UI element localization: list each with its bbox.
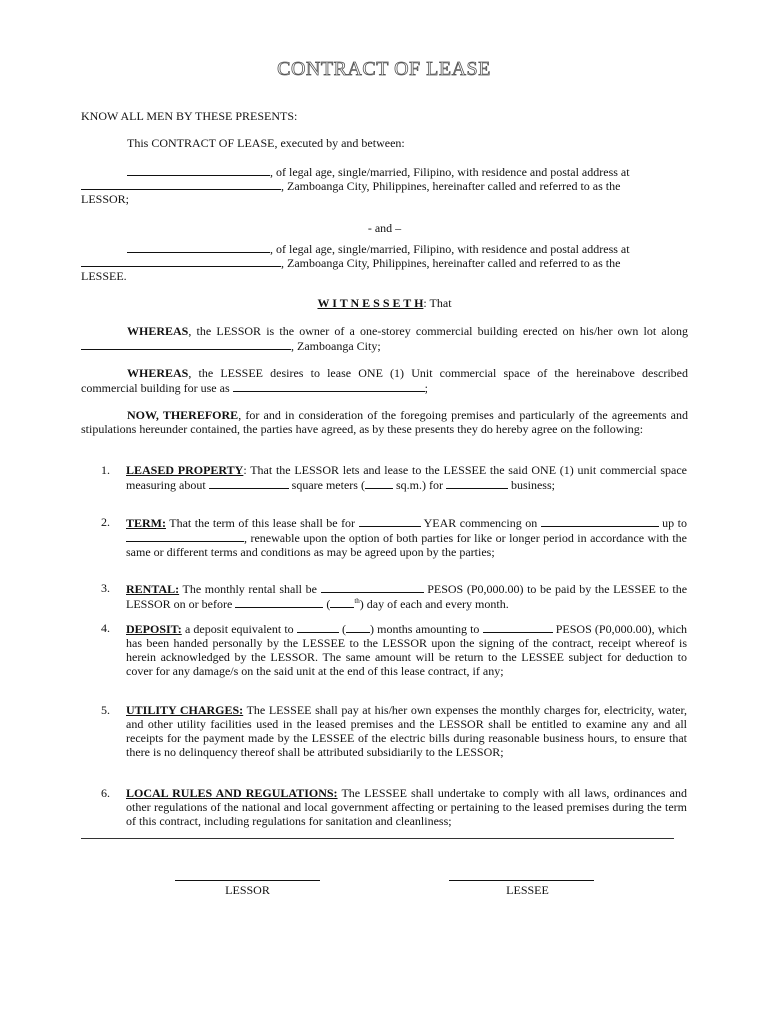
whereas-1-text-end: , Zamboanga City; xyxy=(291,339,381,353)
lessee-party-paragraph xyxy=(81,241,688,256)
due-day-number-blank[interactable] xyxy=(330,596,354,608)
item-3-rental xyxy=(126,581,687,611)
deposit-amount-blank[interactable] xyxy=(483,621,553,633)
lessee-name-blank[interactable] xyxy=(127,241,270,253)
years-blank[interactable] xyxy=(359,515,421,527)
item-5-text: The LESSEE shall pay at his/her own expenses the monthly charges for, electricity, water, and other utility facilities used in the leased premises and the LESSOR shall be entitled to examine any and all receipts for the payment made by the LESSEE of the electric bills during reasonable business hours, to ensure that there is no delinquency thereof shall be attributed subsidiarily to the LESSOR; xyxy=(126,703,687,759)
lessor-signature-line[interactable] xyxy=(175,880,320,881)
item-3-text-d: ) day of each and every month. xyxy=(359,597,509,611)
item-4-number: 4. xyxy=(101,621,110,635)
witnesseth-heading: W I T N E S S E T H xyxy=(317,296,424,310)
item-2-text: That the term of this lease shall be for xyxy=(166,516,356,530)
sqm-blank[interactable] xyxy=(365,477,393,489)
lessee-address-blank[interactable] xyxy=(81,255,281,267)
deposit-months-words-blank[interactable] xyxy=(297,621,339,633)
use-blank[interactable] xyxy=(233,380,425,392)
now-therefore-paragraph xyxy=(81,408,688,436)
item-1-text-b: square meters ( xyxy=(291,478,365,492)
item-3-text-b: PESOS (P0,000.00) to be paid by the LESSEE to the LESSOR on or before xyxy=(126,582,688,611)
item-2-text-b: YEAR commencing on xyxy=(423,516,538,530)
now-therefore-text: , for and in consideration of the foregoing premises and particularly of the agreements and stipulations hereunder contained, the parties have agreed, as by these presents they do hereby agree on the following: xyxy=(81,408,688,436)
item-4-deposit xyxy=(126,621,687,678)
intro-line: KNOW ALL MEN BY THESE PRESENTS: xyxy=(81,109,298,123)
lessor-party-paragraph xyxy=(81,164,688,179)
ordinal-suffix: th xyxy=(354,597,360,605)
lessor-name-blank[interactable] xyxy=(127,164,270,176)
item-1-leased-property xyxy=(126,463,687,492)
executed-line: This CONTRACT OF LEASE, executed by and between: xyxy=(127,136,405,150)
item-1-text: : That the LESSOR lets and lease to the LESSEE the said ONE (1) unit commercial space measuring about xyxy=(126,463,687,492)
rental-words-blank[interactable] xyxy=(321,581,424,593)
due-day-blank[interactable] xyxy=(235,596,323,608)
end-date-blank[interactable] xyxy=(126,530,244,542)
item-4-text-c: ) months amounting to xyxy=(370,622,480,636)
item-4-heading: DEPOSIT: xyxy=(126,622,182,636)
whereas-1-lead: WHEREAS xyxy=(127,324,189,338)
section-divider xyxy=(81,838,674,839)
item-5-heading: UTILITY CHARGES: xyxy=(126,703,244,717)
item-3-heading: RENTAL: xyxy=(126,582,180,596)
whereas-2-text: , the LESSEE desires to lease ONE (1) Unit commercial space of the hereinabove described commercial building for use as xyxy=(81,366,688,395)
item-6-heading: LOCAL RULES AND REGULATIONS: xyxy=(126,786,338,800)
party-text-2: , Zamboanga City, Philippines, hereinafter called and referred to as the xyxy=(281,179,621,193)
item-6-local-rules xyxy=(126,786,687,828)
item-3-number: 3. xyxy=(101,581,110,595)
area-blank[interactable] xyxy=(209,477,289,489)
item-2-text-d: , renewable upon the option of both parties for like or longer period in accordance with the same or different terms and conditions as may be agreed upon by the parties; xyxy=(126,531,687,559)
deposit-months-number-blank[interactable] xyxy=(346,621,370,633)
lessor-signature-label: LESSOR xyxy=(225,883,270,897)
lessee-address-line xyxy=(81,255,688,270)
business-type-blank[interactable] xyxy=(446,477,508,489)
item-3-text-c: ( xyxy=(326,597,331,611)
item-6-number: 6. xyxy=(101,786,110,800)
whereas-1-paragraph xyxy=(81,324,688,353)
whereas-2-lead: WHEREAS xyxy=(127,366,189,380)
witnesseth-line xyxy=(81,296,688,310)
item-2-heading: TERM: xyxy=(126,516,166,530)
item-3-text: The monthly rental shall be xyxy=(179,582,317,596)
lessor-address-line xyxy=(81,178,688,193)
item-2-text-c: up to xyxy=(662,516,687,530)
lessee-signature-line[interactable] xyxy=(449,880,594,881)
lessee-end: LESSEE. xyxy=(81,269,127,283)
street-blank[interactable] xyxy=(81,338,291,350)
item-5-utility-charges xyxy=(126,703,687,759)
whereas-2-paragraph xyxy=(81,366,688,395)
item-4-text-d: PESOS (P0,000.00), which has been handed personally by the LESSEE to the LESSOR upon the signing of the contract, receipt whereof is herein acknowledged by the LESSOR. The same amount will be return to the LESSEE subject for deduction to cover for any damage/s on the said unit at the end of this lease contract, if any; xyxy=(126,622,688,678)
start-date-blank[interactable] xyxy=(541,515,659,527)
party-text-1: , of legal age, single/married, Filipino, with residence and postal address at xyxy=(270,165,630,179)
item-1-text-c: sq.m.) for xyxy=(395,478,443,492)
item-2-term xyxy=(126,515,687,559)
item-2-number: 2. xyxy=(101,515,110,529)
item-4-text-b: ( xyxy=(342,622,346,636)
party-text-1: , of legal age, single/married, Filipino, with residence and postal address at xyxy=(270,242,630,256)
item-5-number: 5. xyxy=(101,703,110,717)
whereas-2-text-end: ; xyxy=(424,381,428,395)
and-separator: - and – xyxy=(367,221,402,235)
lessor-address-blank[interactable] xyxy=(81,178,281,190)
document-title: CONTRACT OF LEASE xyxy=(277,58,491,80)
item-4-text: a deposit equivalent to xyxy=(181,622,294,636)
item-1-heading: LEASED PROPERTY xyxy=(126,463,244,477)
whereas-1-text: , the LESSOR is the owner of a one-storey commercial building erected on his/her own lot along xyxy=(188,324,688,338)
witnesseth-tail: : That xyxy=(423,296,452,310)
item-6-text: The LESSEE shall undertake to comply with all laws, ordinances and other regulations of the national and local government affecting or pertaining to the leased premises during the term of this contract, including regulations for sanitation and cleanliness; xyxy=(126,786,687,828)
now-therefore-lead: NOW, THEREFORE xyxy=(127,408,239,422)
party-text-2: , Zamboanga City, Philippines, hereinafter called and referred to as the xyxy=(281,256,621,270)
lessee-signature-label: LESSEE xyxy=(506,883,549,897)
item-1-text-d: business; xyxy=(510,478,555,492)
lessor-end: LESSOR; xyxy=(81,192,130,206)
item-1-number: 1. xyxy=(101,463,110,477)
